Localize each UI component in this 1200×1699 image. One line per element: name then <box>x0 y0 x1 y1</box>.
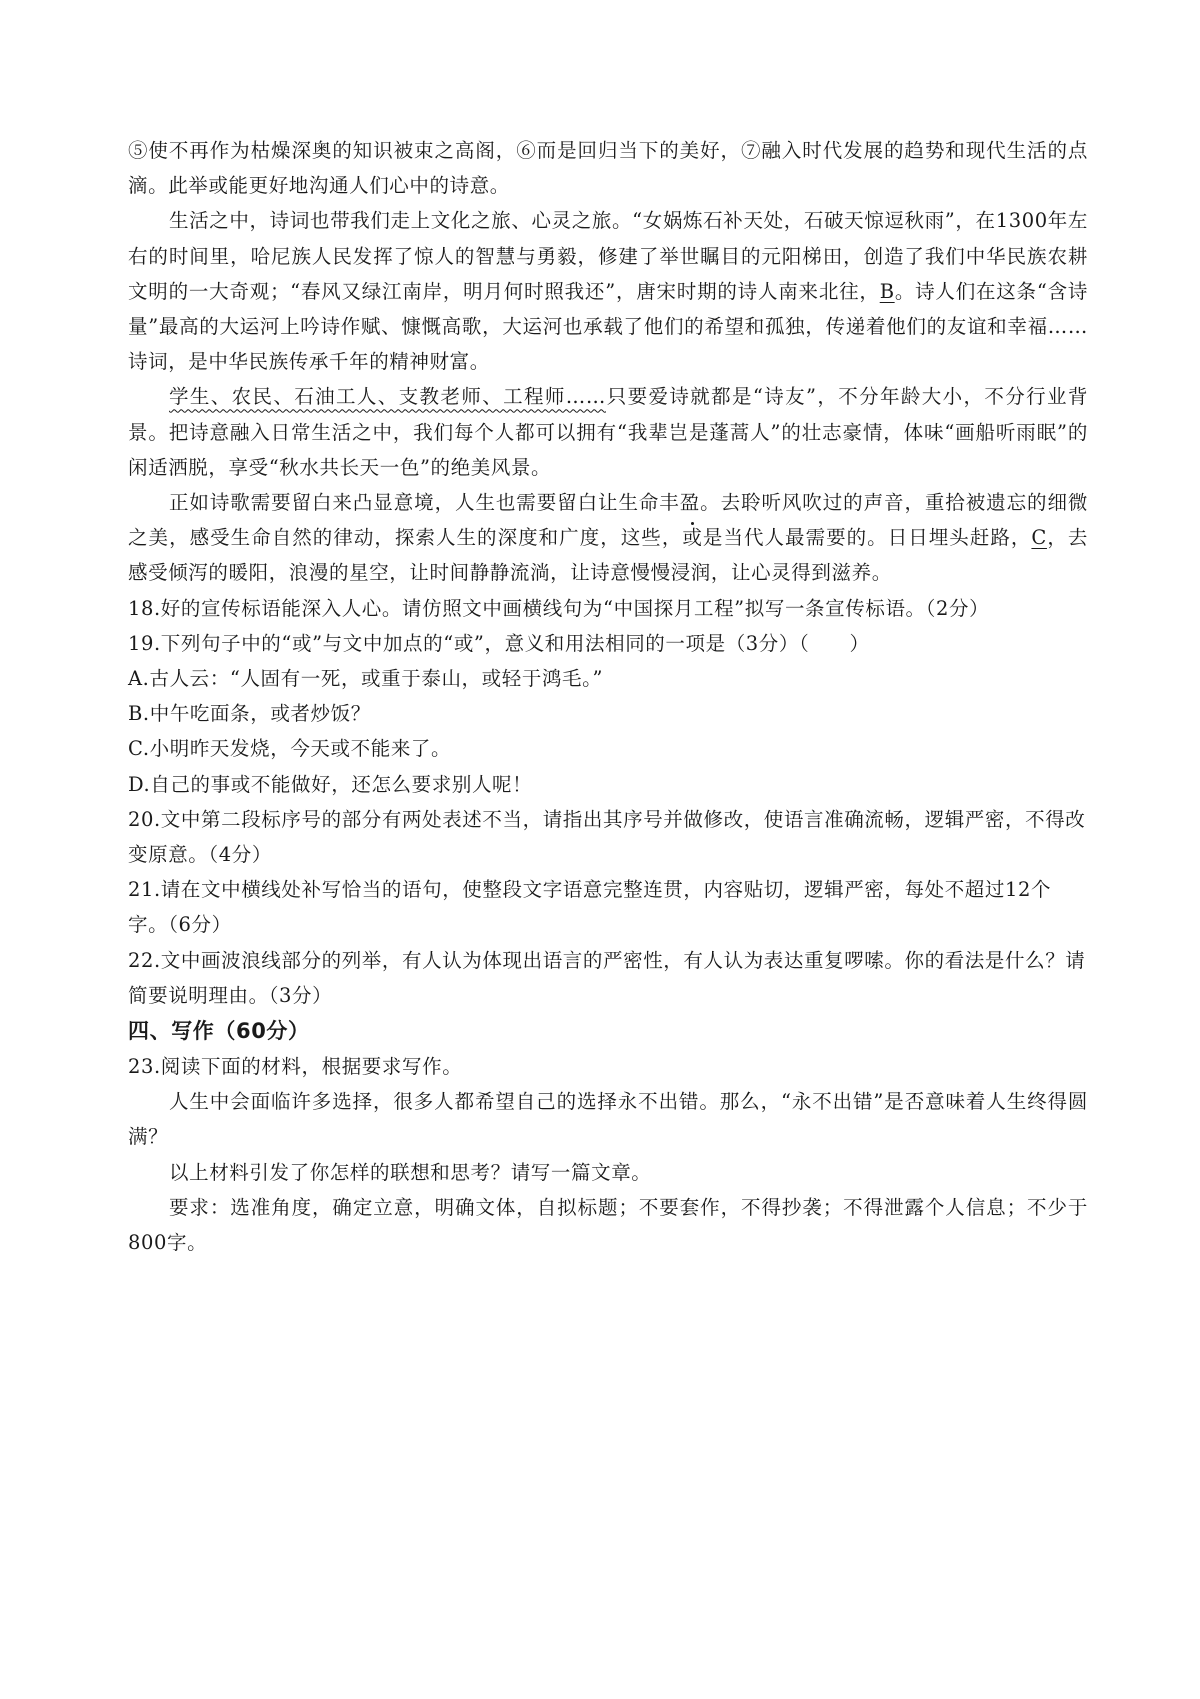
writing-material: 人生中会面临许多选择，很多人都希望自己的选择永不出错。那么，“永不出错”是否意味着人生终得圆满？ <box>128 1090 1088 1149</box>
question-19-option-c: C.小明昨天发烧，今天或不能来了。 <box>128 737 452 761</box>
question-22: 22.文中画波浪线部分的列举，有人认为体现出语言的严密性，有人认为表达重复啰嗦。你的看法是什么？请简要说明理由。（3分） <box>128 948 1086 1007</box>
paragraph-text: 是当代人最需要的。日日埋头赶路， <box>702 526 1032 550</box>
paragraph-text: 生活之中，诗词也带我们走上文化之旅、心灵之旅。“女娲炼石补天处，石破天惊逗秋雨”，在1300年左右的时间里，哈尼族人民发挥了惊人的智慧与勇毅，修建了举世瞩目的元阳梯田，创造了我们中华民族农耕文明的一大奇观；“春风又绿江南岸，明月何时照我还”，唐宋时期的诗人南来北往， <box>128 209 1088 303</box>
question-21: 21.请在文中横线处补写恰当的语句，使整段文字语意完整连贯，内容贴切，逻辑严密，每处不超过12个字。（6分） <box>128 878 1052 937</box>
writing-requirements: 要求：选准角度，确定立意，明确文体，自拟标题；不要套作，不得抄袭；不得泄露个人信息；不少于800字。 <box>128 1195 1088 1255</box>
paragraph-text: 正如诗歌需要留白来凸显意境，人生也需要留白让生命丰盈。去聆听风吹过的声音，重拾被遗忘的细微之美，感受生命自然的律动，探索人生的深度和广度，这些， <box>128 491 1088 550</box>
paragraph-text: ⑤使不再作为枯燥深奥的知识被束之高阁，⑥而是回归当下的美好，⑦融入时代发展的趋势和现代生活的点滴。此举或能更好地沟通人们心中的诗意。 <box>128 139 1088 198</box>
paragraph-text: 只要爱诗就都是“诗友”，不分年龄大小，不分行业背景。把诗意融入日常生活之中，我们每个人都可以拥有“我辈岂是蓬蒿人”的壮志豪情，体味“画船听雨眠”的闲适洒脱，享受“秋水共长天一色”的绝美风景。 <box>128 385 1088 479</box>
passage-paragraph-3 <box>128 379 1088 485</box>
question-19: 19.下列句子中的“或”与文中加点的“或”，意义和用法相同的一项是（3分）（ ） <box>128 631 870 655</box>
section-heading-writing: 四、写作（60分） <box>128 1019 310 1044</box>
question-19-option-a: A.古人云：“人固有一死，或重于泰山，或轻于鸿毛。” <box>128 667 604 691</box>
blank-b: B <box>879 279 895 303</box>
question-23: 23.阅读下面的材料，根据要求写作。 <box>128 1055 463 1079</box>
passage-paragraph-1 <box>128 133 1088 203</box>
wavy-underlined-list: 学生、农民、石油工人、支教老师、工程师…… <box>169 385 606 409</box>
paragraph-text: ，去感受倾泻的暖阳，浪漫的星空，让时间静静流淌，让诗意慢慢浸润，让心灵得到滋养。 <box>128 526 1089 585</box>
dotted-character: 或 <box>682 526 703 550</box>
question-19-option-b: B.中午吃面条，或者炒饭？ <box>128 702 371 726</box>
paragraph-text: 。诗人们在这条“含诗量”最高的大运河上吟诗作赋、慷慨高歌，大运河也承载了他们的希望和孤独，传递着他们的友谊和幸福……诗词，是中华民族传承千年的精神财富。 <box>128 279 1088 374</box>
page-content <box>128 133 1088 1260</box>
question-20: 20.文中第二段标序号的部分有两处表述不当，请指出其序号并做修改，使语言准确流畅，逻辑严密，不得改变原意。（4分） <box>128 807 1086 867</box>
question-18: 18.好的宣传标语能深入人心。请仿照文中画横线句为“中国探月工程”拟写一条宣传标语。（2分） <box>128 596 990 620</box>
passage-paragraph-2 <box>128 203 1088 379</box>
writing-prompt: 以上材料引发了你怎样的联想和思考？请写一篇文章。 <box>169 1160 652 1184</box>
blank-c: C <box>1031 526 1047 550</box>
passage-paragraph-4 <box>128 485 1088 591</box>
question-19-option-d: D.自己的事或不能做好，还怎么要求别人呢！ <box>128 772 533 796</box>
